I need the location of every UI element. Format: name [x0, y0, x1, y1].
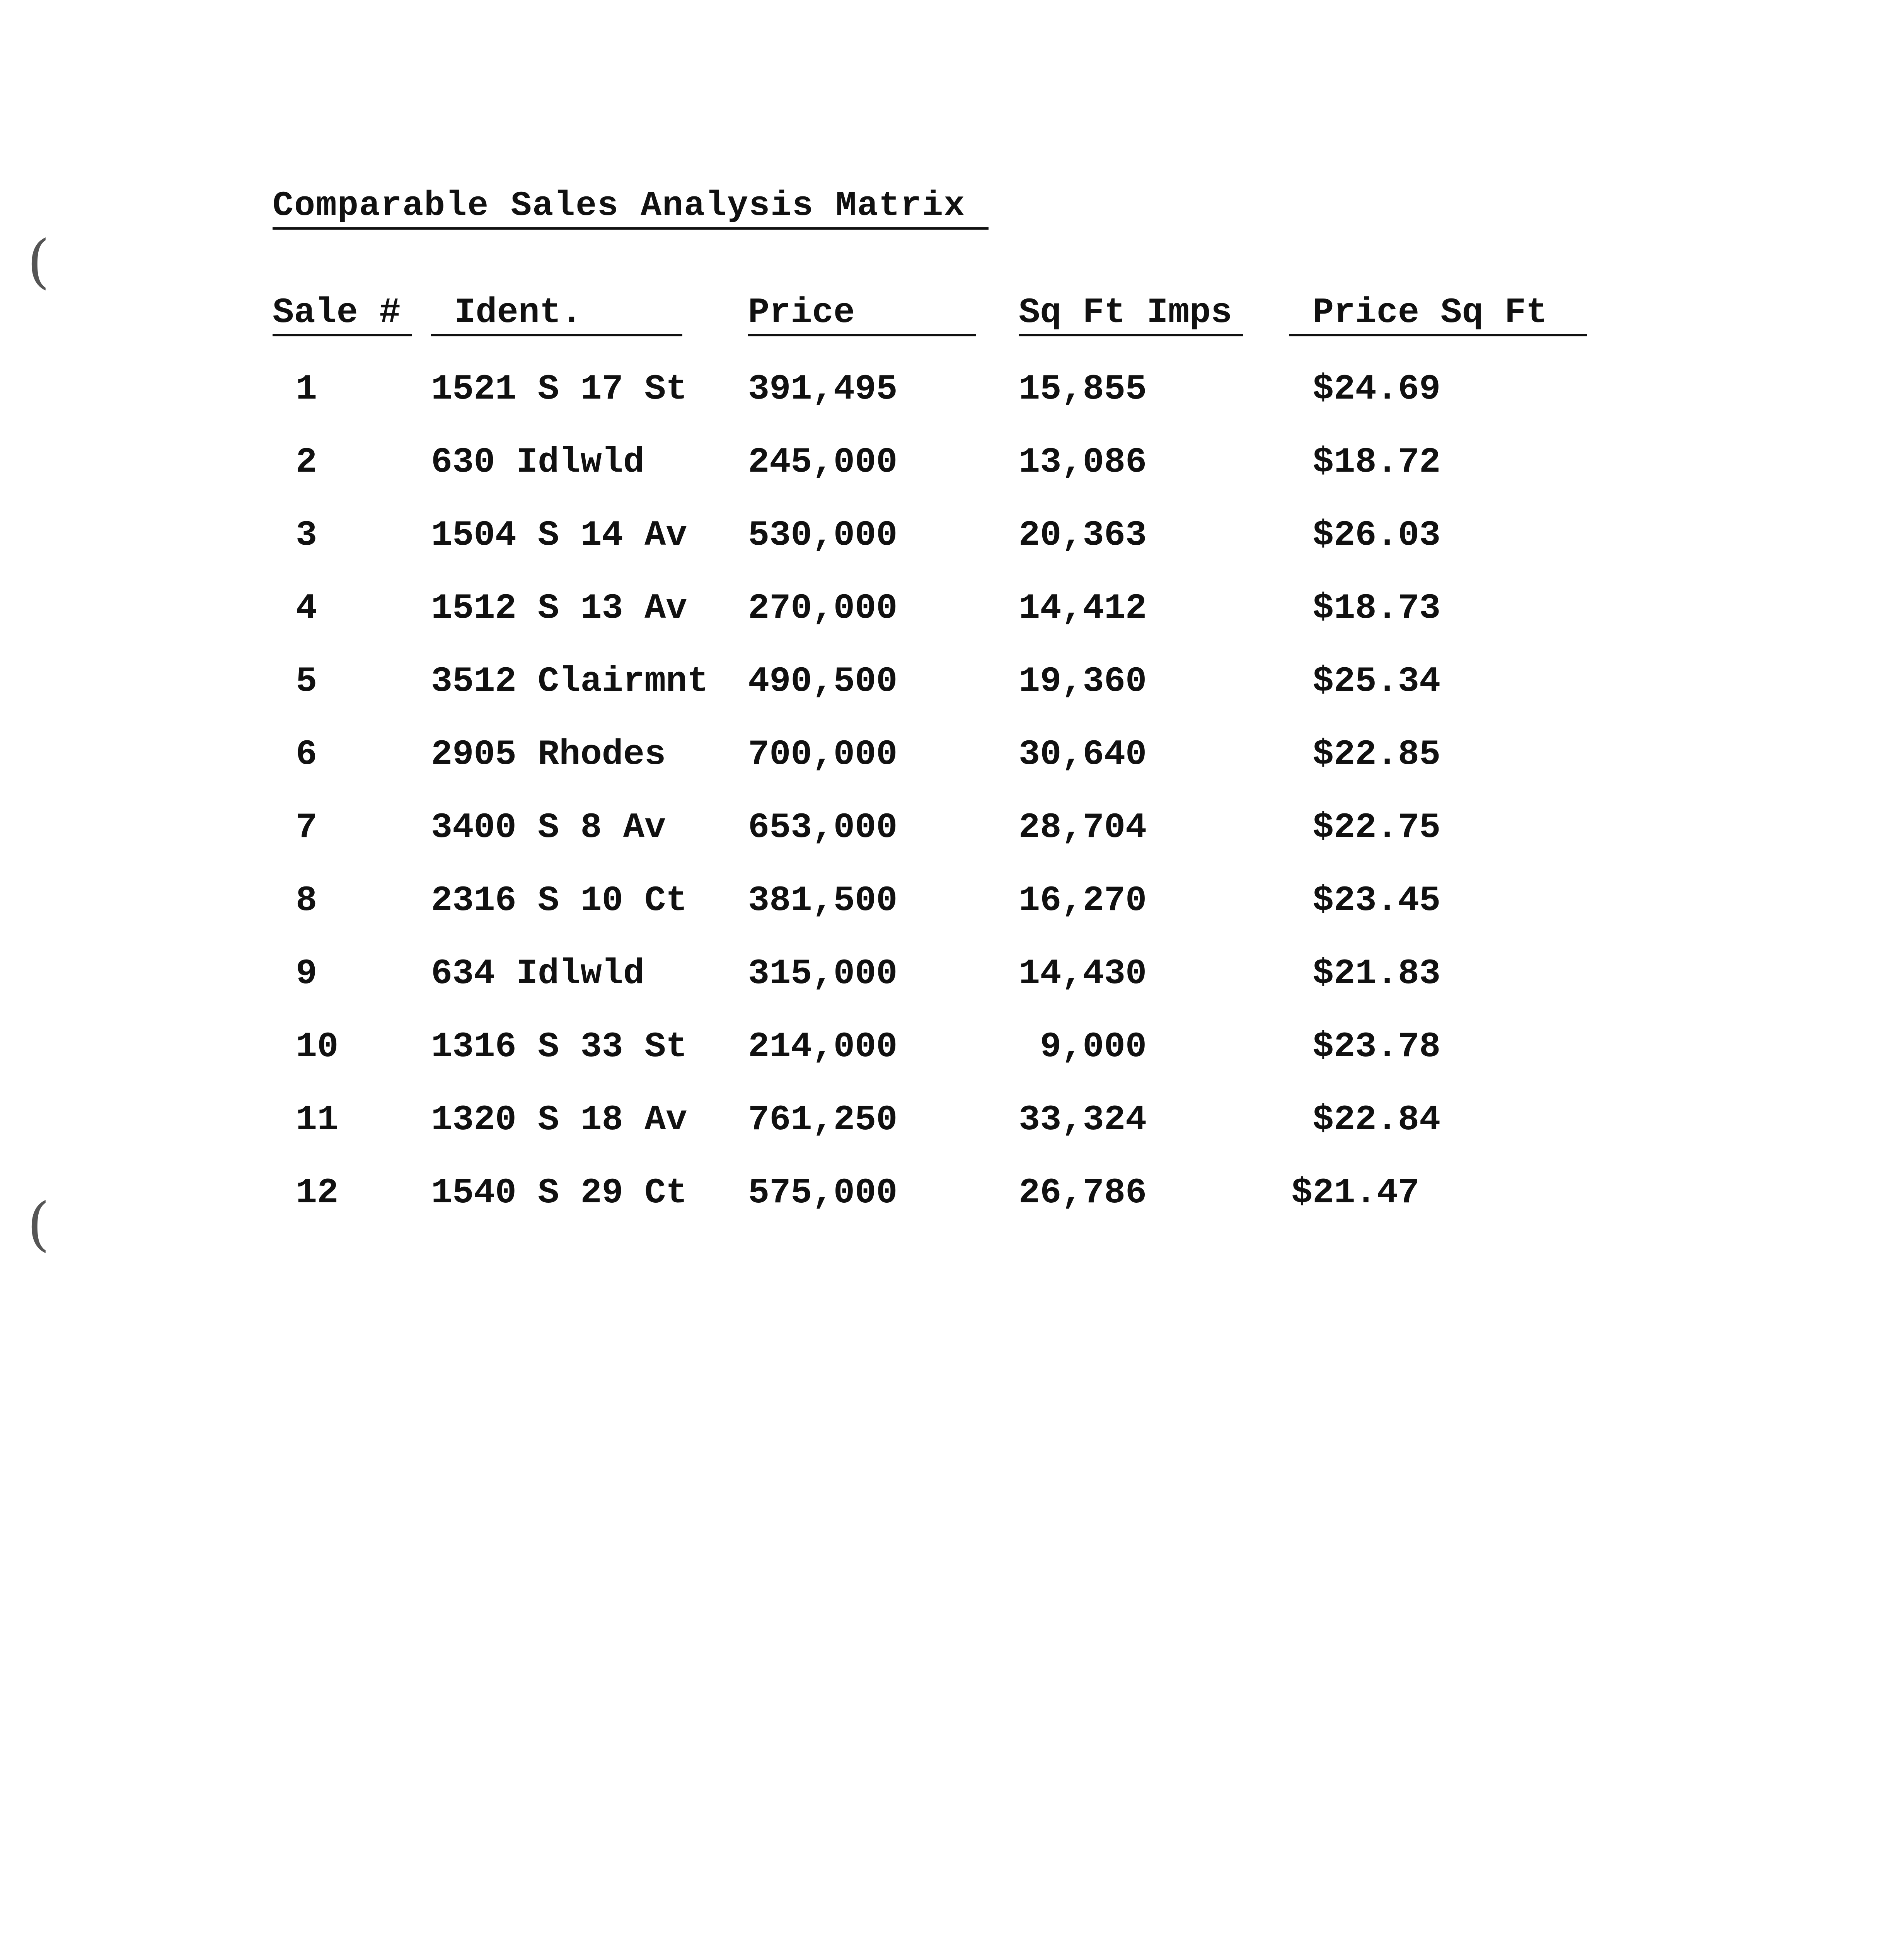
cell-price-sqft: $26.03: [1313, 515, 1441, 556]
cell-price-sqft: $25.34: [1313, 661, 1441, 702]
cell-ident: 1320 S 18 Av: [431, 1099, 687, 1140]
table-row: [273, 775, 1587, 848]
cell-ident: 1540 S 29 Ct: [431, 1173, 687, 1213]
cell-price: 530,000: [748, 515, 898, 556]
cell-sqft-imps: 19,360: [1019, 661, 1147, 702]
cell-sale-number: 6: [296, 734, 317, 775]
punch-hole-mark: (: [27, 228, 50, 295]
table-row: [273, 921, 1587, 994]
cell-price: 761,250: [748, 1099, 898, 1140]
column-header-sqft-imps: Sq Ft Imps: [1019, 286, 1289, 336]
cell-price: 653,000: [748, 807, 898, 848]
table-row: [273, 409, 1587, 482]
column-header-price: Price: [748, 286, 1019, 336]
cell-price: 214,000: [748, 1026, 898, 1067]
table-row: [273, 1140, 1587, 1213]
cell-ident: 1521 S 17 St: [431, 369, 687, 409]
cell-sale-number: 8: [296, 880, 317, 921]
table-row: [273, 482, 1587, 556]
table-row: [273, 336, 1587, 409]
cell-sqft-imps: 28,704: [1019, 807, 1147, 848]
cell-sale-number: 9: [296, 953, 317, 994]
table-header-row: [273, 286, 1587, 336]
cell-sale-number: 2: [296, 442, 317, 482]
cell-sale-number: 1: [296, 369, 317, 409]
cell-price: 391,495: [748, 369, 898, 409]
cell-price: 490,500: [748, 661, 898, 702]
cell-ident: 630 Idlwld: [431, 442, 645, 482]
cell-price-sqft: $22.84: [1313, 1099, 1441, 1140]
column-header-ident: Ident.: [431, 286, 748, 336]
cell-ident: 2316 S 10 Ct: [431, 880, 687, 921]
cell-sale-number: 10: [296, 1026, 339, 1067]
cell-sqft-imps: 26,786: [1019, 1173, 1147, 1213]
cell-ident: 1504 S 14 Av: [431, 515, 687, 556]
cell-price-sqft: $23.78: [1313, 1026, 1441, 1067]
cell-ident: 3400 S 8 Av: [431, 807, 666, 848]
cell-sqft-imps: 14,412: [1019, 588, 1147, 629]
cell-ident: 3512 Clairmnt: [431, 661, 709, 702]
cell-ident: 2905 Rhodes: [431, 734, 666, 775]
cell-sale-number: 3: [296, 515, 317, 556]
cell-sqft-imps: 30,640: [1019, 734, 1147, 775]
cell-sale-number: 7: [296, 807, 317, 848]
table-row: [273, 629, 1587, 702]
column-header-sale: Sale #: [273, 286, 431, 336]
cell-sale-number: 12: [296, 1173, 339, 1213]
cell-sqft-imps: 14,430: [1019, 953, 1147, 994]
document-title: Comparable Sales Analysis Matrix: [273, 185, 989, 230]
cell-sqft-imps: 33,324: [1019, 1099, 1147, 1140]
table-row: [273, 994, 1587, 1067]
cell-price: 270,000: [748, 588, 898, 629]
column-header-price-sqft: Price Sq Ft: [1289, 286, 1587, 336]
cell-price: 315,000: [748, 953, 898, 994]
cell-sqft-imps: 9,000: [1040, 1026, 1147, 1067]
cell-price: 700,000: [748, 734, 898, 775]
cell-sale-number: 5: [296, 661, 317, 702]
cell-price-sqft: $22.75: [1313, 807, 1441, 848]
comparable-sales-table: [273, 286, 1587, 1213]
cell-sqft-imps: 15,855: [1019, 369, 1147, 409]
table-row: [273, 556, 1587, 629]
table-row: [273, 1067, 1587, 1140]
cell-price-sqft: $21.83: [1313, 953, 1441, 994]
cell-sqft-imps: 16,270: [1019, 880, 1147, 921]
cell-price-sqft: $23.45: [1313, 880, 1441, 921]
cell-ident: 634 Idlwld: [431, 953, 645, 994]
cell-ident: 1316 S 33 St: [431, 1026, 687, 1067]
cell-price-sqft: $22.85: [1313, 734, 1441, 775]
table-row: [273, 848, 1587, 921]
cell-price-sqft: $24.69: [1313, 369, 1441, 409]
cell-price-sqft: $18.73: [1313, 588, 1441, 629]
cell-price: 381,500: [748, 880, 898, 921]
cell-price: 245,000: [748, 442, 898, 482]
cell-price: 575,000: [748, 1173, 898, 1213]
table-row: [273, 702, 1587, 775]
cell-sale-number: 4: [296, 588, 317, 629]
cell-ident: 1512 S 13 Av: [431, 588, 687, 629]
punch-hole-mark: (: [27, 1191, 50, 1258]
cell-price-sqft: $18.72: [1313, 442, 1441, 482]
cell-sqft-imps: 13,086: [1019, 442, 1147, 482]
cell-sqft-imps: 20,363: [1019, 515, 1147, 556]
cell-sale-number: 11: [296, 1099, 339, 1140]
cell-price-sqft: $21.47: [1291, 1173, 1420, 1213]
